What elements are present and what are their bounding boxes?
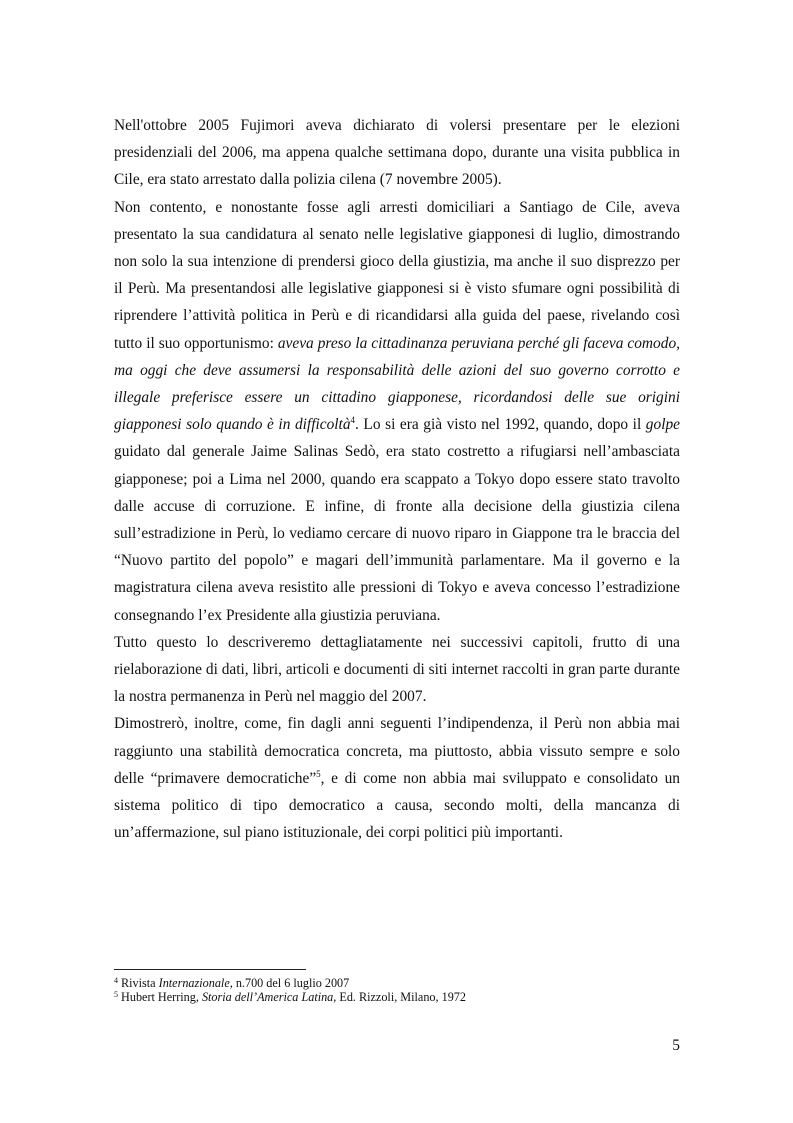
paragraph-2-text-c: guidato dal generale Jaime Salinas Sedò, era stato costretto a rifugiarsi nell’ambasciata giapponese; poi a Lima nel 2000, quando era scappato a Tokyo dopo essere stato travolto dalle accuse di corruzione. E infine, di fronte alla decisione della giustizia cilena sull’estradizione in Perù, lo vediamo cercare di nuovo riparo in Giappone tra le braccia del “Nuovo partito del popolo” e magari dell’immunità parlamentare. Ma il governo e la magistratura cilena aveva resistito alle pressioni di Tokyo e aveva concesso l’estradizione consegnando l’ex Presidente alla giustizia peruviana. bbox=[114, 443, 680, 624]
footnote-title: Internazionale bbox=[158, 976, 230, 990]
footnote-number: 5 bbox=[114, 990, 118, 999]
footnote-divider bbox=[114, 969, 306, 970]
paragraph-2 bbox=[114, 194, 680, 629]
paragraph-3: Tutto questo lo descriveremo dettagliatamente nei successivi capitoli, frutto di una rielaborazione di dati, libri, articoli e documenti di siti internet raccolti in gran parte durante la nostra permanenza in Perù nel maggio del 2007. bbox=[114, 633, 680, 706]
paragraph-2-text-b: . Lo si era già visto nel 1992, quando, dopo il bbox=[355, 416, 646, 434]
paragraph-4-text-b: , e di come non abbia mai sviluppato e consolidato un sistema politico di tipo democratico a causa, secondo molti, della mancanza di un’affermazione, sul piano istituzionale, dei corpi politici più importanti. bbox=[114, 769, 680, 842]
footnote-ref-4[interactable]: 4 bbox=[350, 415, 356, 426]
footnote-ref-5[interactable]: 5 bbox=[316, 768, 321, 779]
footnote-text: Rivista bbox=[118, 976, 159, 990]
body-text bbox=[114, 112, 680, 846]
footnote-text: , Ed. Rizzoli, Milano, 1972 bbox=[333, 990, 466, 1004]
footnote-5 bbox=[114, 990, 680, 1004]
footnote-text: , n.700 del 6 luglio 2007 bbox=[229, 976, 350, 990]
paragraph-2-text-a: Non contento, e nonostante fosse agli arresti domiciliari a Santiago de Cile, aveva presentato la sua candidatura al senato nelle legislative giapponesi di luglio, dimostrando non solo la sua intenzione di prendersi gioco della giustizia, ma anche il suo disprezzo per il Perù. Ma presentandosi alle legislative giapponesi si è visto sfumare ogni possibilità di riprendere l’attività politica in Perù e di ricandidarsi alla guida del paese, rivelando così tutto il suo opportunismo: bbox=[114, 198, 680, 352]
footnote-number: 4 bbox=[114, 976, 118, 985]
footnotes bbox=[114, 976, 680, 1004]
page-number: 5 bbox=[672, 1037, 680, 1054]
footnote-title: Storia dell’America Latina bbox=[201, 990, 334, 1004]
footnote-4 bbox=[114, 976, 680, 990]
paragraph-2-quote: aveva preso la cittadinanza peruviana perché gli faceva comodo, ma oggi che deve assumersi la responsabilità delle azioni del suo governo corrotto e illegale preferisce essere un cittadino giapponese, ricordandosi delle sue origini giapponesi solo quando è in difficoltà bbox=[114, 334, 680, 434]
golpe-term: golpe bbox=[645, 416, 680, 434]
footnote-text: Hubert Herring, bbox=[118, 990, 202, 1004]
paragraph-1: Nell'ottobre 2005 Fujimori aveva dichiarato di volersi presentare per le elezioni presidenziali del 2006, ma appena qualche settimana dopo, durante una visita pubblica in Cile, era stato arrestato dalla polizia cilena (7 novembre 2005). bbox=[114, 117, 680, 189]
paragraph-4-text-a: Dimostrerò, inoltre, come, fin dagli anni seguenti l’indipendenza, il Perù non abbia mai raggiunto una stabilità democratica concreta, ma piuttosto, abbia vissuto sempre e solo delle “primavere democratiche” bbox=[114, 715, 680, 787]
paragraph-4 bbox=[114, 710, 680, 846]
